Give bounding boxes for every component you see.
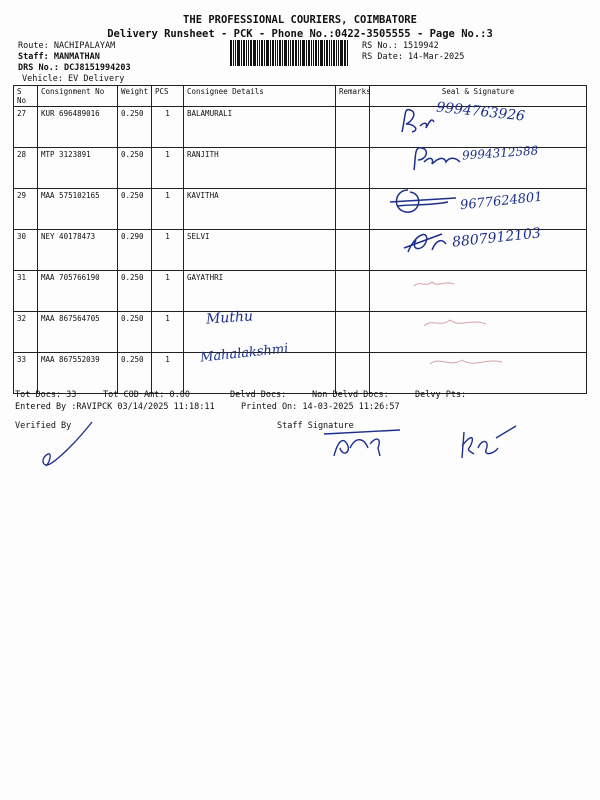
rs-number: RS No.: 1519942: [362, 41, 439, 51]
col-header-pcs: PCS: [152, 86, 184, 107]
cell-weight: 0.290: [118, 230, 152, 271]
faint-mark-row-31: [410, 276, 460, 292]
cell-consignment: MAA 705766190: [38, 271, 118, 312]
cell-remarks: [336, 353, 370, 394]
signature-row-29: [388, 184, 458, 220]
total-cod-amount: Tot COD Amt: 0.00: [103, 390, 190, 400]
cell-consignee: KAVITHA: [184, 189, 336, 230]
barcode-image: [230, 40, 356, 66]
staff-signature-label: Staff Signature: [277, 421, 354, 431]
cell-sno: 32: [14, 312, 38, 353]
runsheet-subtitle: Delivery Runsheet - PCK - Phone No.:0422-3505555 - Page No.:3: [107, 28, 493, 40]
col-header-sno: S No: [14, 86, 38, 107]
table-header-row: [14, 86, 587, 107]
cell-consignment: NEY 40178473: [38, 230, 118, 271]
non-delivered-docs: Non Delvd Docs:: [312, 390, 389, 400]
vehicle-label: Vehicle: EV Delivery: [22, 74, 125, 84]
drs-number: DRS No.: DCJ8151994203: [18, 63, 131, 73]
consignee-name-row-32: Muthu: [205, 308, 254, 328]
faint-mark-row-32: [420, 314, 490, 332]
phone-row-29: 9677624801: [459, 189, 544, 214]
cell-sno: 30: [14, 230, 38, 271]
cell-weight: 0.250: [118, 107, 152, 148]
col-header-remarks: Remarks: [336, 86, 370, 107]
printed-on: Printed On: 14-03-2025 11:26:57: [241, 402, 400, 412]
cell-consignee: BALAMURALI: [184, 107, 336, 148]
cell-sno: 28: [14, 148, 38, 189]
cell-sno: 27: [14, 107, 38, 148]
col-header-seal-signature: Seal & Signature: [370, 86, 587, 107]
cell-remarks: [336, 312, 370, 353]
cell-consignment: MTP 3123891: [38, 148, 118, 189]
signature-row-27: [398, 104, 438, 136]
consignee-name-row-33: Mahalakshmi: [199, 341, 290, 366]
signature-row-28: [410, 144, 462, 174]
cell-seal-signature: [370, 271, 587, 312]
staff-label: Staff: MANMATHAN: [18, 52, 100, 62]
cell-consignee: GAYATHRI: [184, 271, 336, 312]
col-header-weight: Weight: [118, 86, 152, 107]
cell-pcs: 1: [152, 230, 184, 271]
cell-consignment: MAA 867552039: [38, 353, 118, 394]
phone-row-28: 9994312588: [461, 143, 539, 163]
table-row: [14, 312, 587, 353]
faint-mark-row-33: [426, 354, 506, 372]
verified-by-signature: [38, 418, 98, 470]
entered-by: Entered By :RAVIPCK 03/14/2025 11:18:11: [15, 402, 215, 412]
cell-pcs: 1: [152, 148, 184, 189]
cell-remarks: [336, 148, 370, 189]
col-header-consignee: Consignee Details: [184, 86, 336, 107]
staff-signature-1: [320, 426, 404, 462]
total-docs: Tot Docs: 33: [15, 390, 77, 400]
cell-pcs: 1: [152, 312, 184, 353]
cell-pcs: 1: [152, 107, 184, 148]
cell-pcs: 1: [152, 189, 184, 230]
verified-by-label: Verified By: [15, 421, 72, 431]
cell-remarks: [336, 271, 370, 312]
cell-remarks: [336, 230, 370, 271]
route-label: Route: NACHIPALAYAM: [18, 41, 116, 51]
cell-consignee: SELVI: [184, 230, 336, 271]
cell-remarks: [336, 189, 370, 230]
cell-remarks: [336, 107, 370, 148]
col-header-consignment: Consignment No: [38, 86, 118, 107]
cell-consignee: RANJITH: [184, 148, 336, 189]
staff-signature-2: [456, 424, 520, 462]
table-row: [14, 271, 587, 312]
delivered-docs: Delvd Docs:: [230, 390, 287, 400]
cell-pcs: 1: [152, 353, 184, 394]
cell-sno: 31: [14, 271, 38, 312]
cell-weight: 0.250: [118, 353, 152, 394]
cell-weight: 0.250: [118, 148, 152, 189]
cell-sno: 29: [14, 189, 38, 230]
cell-weight: 0.250: [118, 312, 152, 353]
delivery-points: Delvy Pts:: [415, 390, 467, 400]
cell-weight: 0.250: [118, 189, 152, 230]
cell-consignment: MAA 575102165: [38, 189, 118, 230]
cell-pcs: 1: [152, 271, 184, 312]
cell-weight: 0.250: [118, 271, 152, 312]
cell-consignment: KUR 696489016: [38, 107, 118, 148]
rs-date: RS Date: 14-Mar-2025: [362, 52, 465, 62]
phone-row-27: 9994763926: [435, 99, 526, 125]
cell-consignment: MAA 867564705: [38, 312, 118, 353]
phone-row-30: 8807912103: [451, 225, 542, 251]
signature-row-30: [402, 228, 450, 258]
company-title: THE PROFESSIONAL COURIERS, COIMBATORE: [183, 14, 417, 26]
cell-sno: 33: [14, 353, 38, 394]
